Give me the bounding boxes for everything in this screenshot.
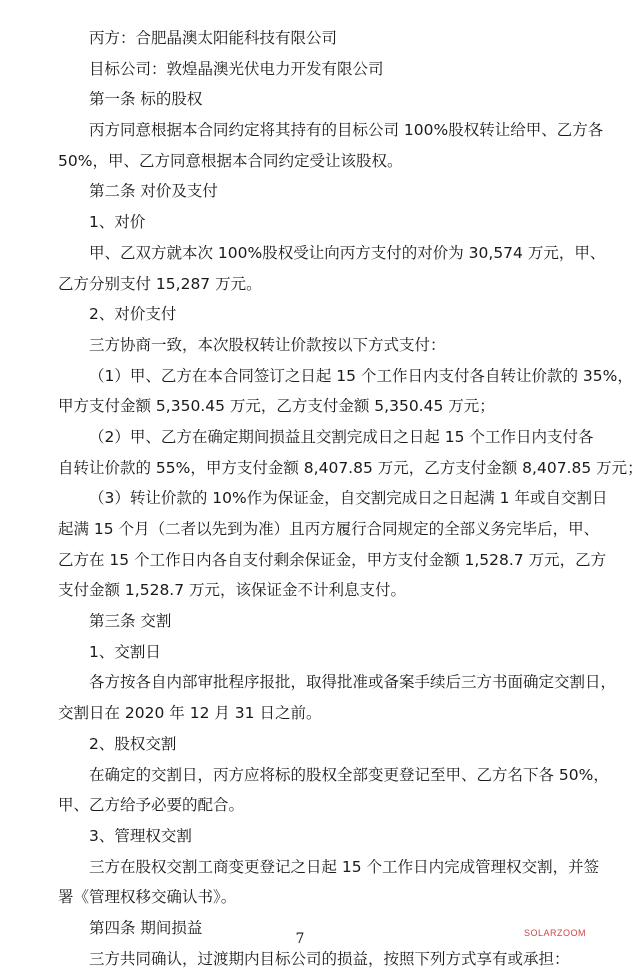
paragraph-line: 丙方同意根据本合同约定将其持有的目标公司 100%股权转让给甲、乙方各 bbox=[89, 121, 604, 140]
document-body bbox=[58, 23, 643, 974]
subsection-heading: 3、管理权交割 bbox=[89, 826, 192, 845]
paragraph-line: 乙方分别支付 15,287 万元。 bbox=[58, 274, 262, 293]
article-2-heading: 第二条 对价及支付 bbox=[89, 182, 218, 201]
article-3-heading: 第三条 交割 bbox=[89, 612, 172, 631]
paragraph-line: （1）甲、乙方在本合同签订之日起 15 个工作日内支付各自转让价款的 35%， bbox=[89, 366, 633, 385]
paragraph-line: （2）甲、乙方在确定期间损益且交割完成日之日起 15 个工作日内支付各 bbox=[89, 427, 594, 446]
paragraph-line: （3）转让价款的 10%作为保证金，自交割完成日之日起满 1 年或自交割日 bbox=[89, 489, 608, 508]
paragraph-line: 交割日在 2020 年 12 月 31 日之前。 bbox=[58, 704, 322, 723]
paragraph-line: 署《管理权移交确认书》。 bbox=[58, 888, 237, 907]
subsection-heading: 1、对价 bbox=[89, 213, 146, 232]
article-4-heading: 第四条 期间损益 bbox=[89, 918, 203, 937]
paragraph-line: 支付金额 1,528.7 万元，该保证金不计利息支付。 bbox=[58, 581, 407, 600]
paragraph-line: 50%，甲、乙方同意根据本合同约定受让该股权。 bbox=[58, 151, 403, 170]
paragraph-line: 甲、乙双方就本次 100%股权受让向丙方支付的对价为 30,574 万元，甲、 bbox=[89, 243, 606, 262]
watermark: SOLARZOOM bbox=[523, 928, 586, 938]
paragraph-line: 三方在股权交割工商变更登记之日起 15 个工作日内完成管理权交割，并签 bbox=[89, 857, 600, 876]
paragraph-line: 甲、乙方给予必要的配合。 bbox=[58, 796, 245, 815]
paragraph-line: 自转让价款的 55%，甲方支付金额 8,407.85 万元，乙方支付金额 8,407.85 万元； bbox=[58, 458, 643, 477]
paragraph-line: 在确定的交割日，丙方应将标的股权全部变更登记至甲、乙方名下各 50%， bbox=[89, 765, 609, 784]
party-c-line: 丙方：合肥晶澳太阳能科技有限公司 bbox=[89, 29, 338, 47]
subsection-heading: 2、股权交割 bbox=[89, 734, 177, 753]
paragraph-line: 乙方在 15 个工作日内各自支付剩余保证金，甲方支付金额 1,528.7 万元，乙方 bbox=[58, 550, 607, 569]
paragraph-line: 起满 15 个月（二者以先到为准）且丙方履行合同规定的全部义务完毕后，甲、 bbox=[58, 520, 600, 538]
subsection-heading: 1、交割日 bbox=[89, 642, 161, 661]
subsection-heading: 2、对价支付 bbox=[89, 305, 177, 324]
page-number: 7 bbox=[295, 931, 305, 947]
paragraph-line: 三方共同确认，过渡期内目标公司的损益，按照下列方式享有或承担： bbox=[89, 949, 570, 968]
paragraph-line: 甲方支付金额 5,350.45 万元，乙方支付金额 5,350.45 万元； bbox=[58, 397, 495, 416]
paragraph-line: 各方按各自内部审批程序报批，取得批准或备案手续后三方书面确定交割日， bbox=[89, 673, 617, 692]
target-company-line: 目标公司：敦煌晶澳光伏电力开发有限公司 bbox=[89, 59, 384, 78]
article-1-heading: 第一条 标的股权 bbox=[89, 90, 203, 109]
paragraph-line: 三方协商一致，本次股权转让价款按以下方式支付： bbox=[89, 335, 446, 354]
